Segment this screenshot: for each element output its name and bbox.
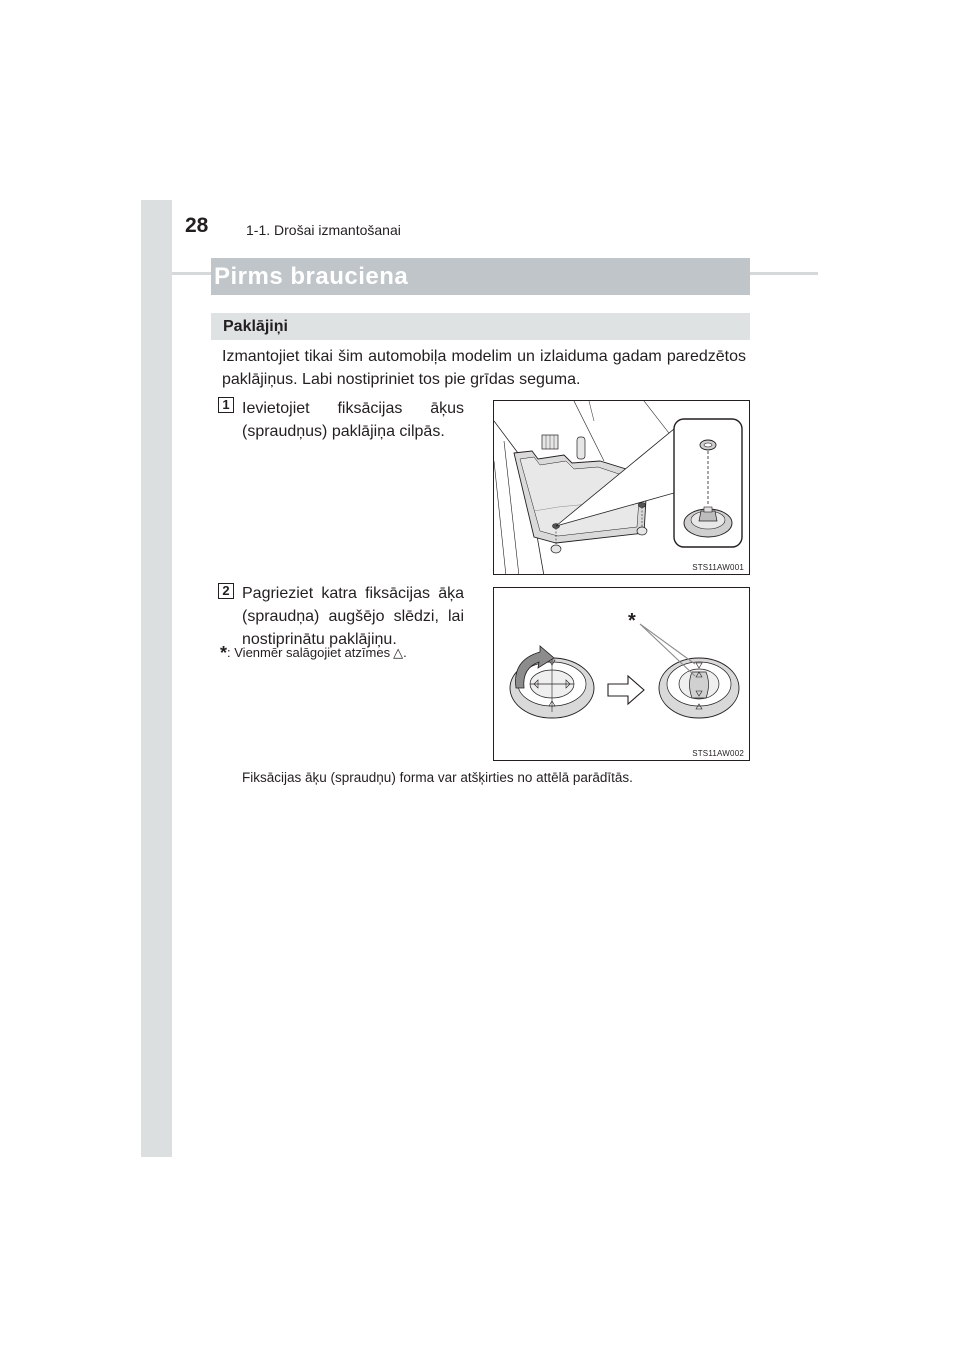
page-number: 28 (185, 214, 209, 237)
footnote-end: . (403, 645, 407, 660)
footnote-marker: * (220, 643, 228, 663)
triangle-outline-icon: △ (393, 645, 404, 660)
right-arrow-icon (608, 676, 644, 704)
footnote-text: : Vienmēr salāgojiet atzīmes (227, 645, 391, 660)
intro-paragraph: Izmantojiet tikai šim automobiļa modelim un izlaiduma gadam paredzētos paklājiņus. Labi nostipriniet tos pie grīdas seguma. (222, 348, 746, 388)
section-title: Pirms brauciena (211, 258, 750, 295)
step-2-number: 2 (218, 583, 234, 599)
hook-rotation-illustration (494, 588, 750, 761)
note-text: Fiksācijas āķu (spraudņu) forma var atšķirties no attēlā parādītās. (242, 770, 633, 785)
figure-2-callout: * (628, 610, 636, 632)
step-1-text: Ievietojiet fiksācijas āķus (spraudņus) paklājiņa cilpās. (242, 400, 464, 440)
side-strip (141, 200, 172, 1157)
figure-floor-mat (493, 400, 750, 575)
figure-hook-rotation (493, 587, 750, 761)
footnote (220, 643, 407, 664)
step-1-number: 1 (218, 397, 234, 413)
running-head: 1-1. Drošai izmantošanai (246, 222, 401, 238)
floor-mat-illustration (494, 401, 750, 575)
subsection-title: Paklājiņi (211, 313, 750, 340)
figure-2-code: STS11AW002 (692, 749, 744, 758)
figure-1-code: STS11AW001 (692, 563, 744, 572)
step-2-text: Pagrieziet katra fiksācijas āķa (spraudņa) augšējo slēdzi, lai nostiprinātu paklājiņu. (242, 585, 464, 648)
